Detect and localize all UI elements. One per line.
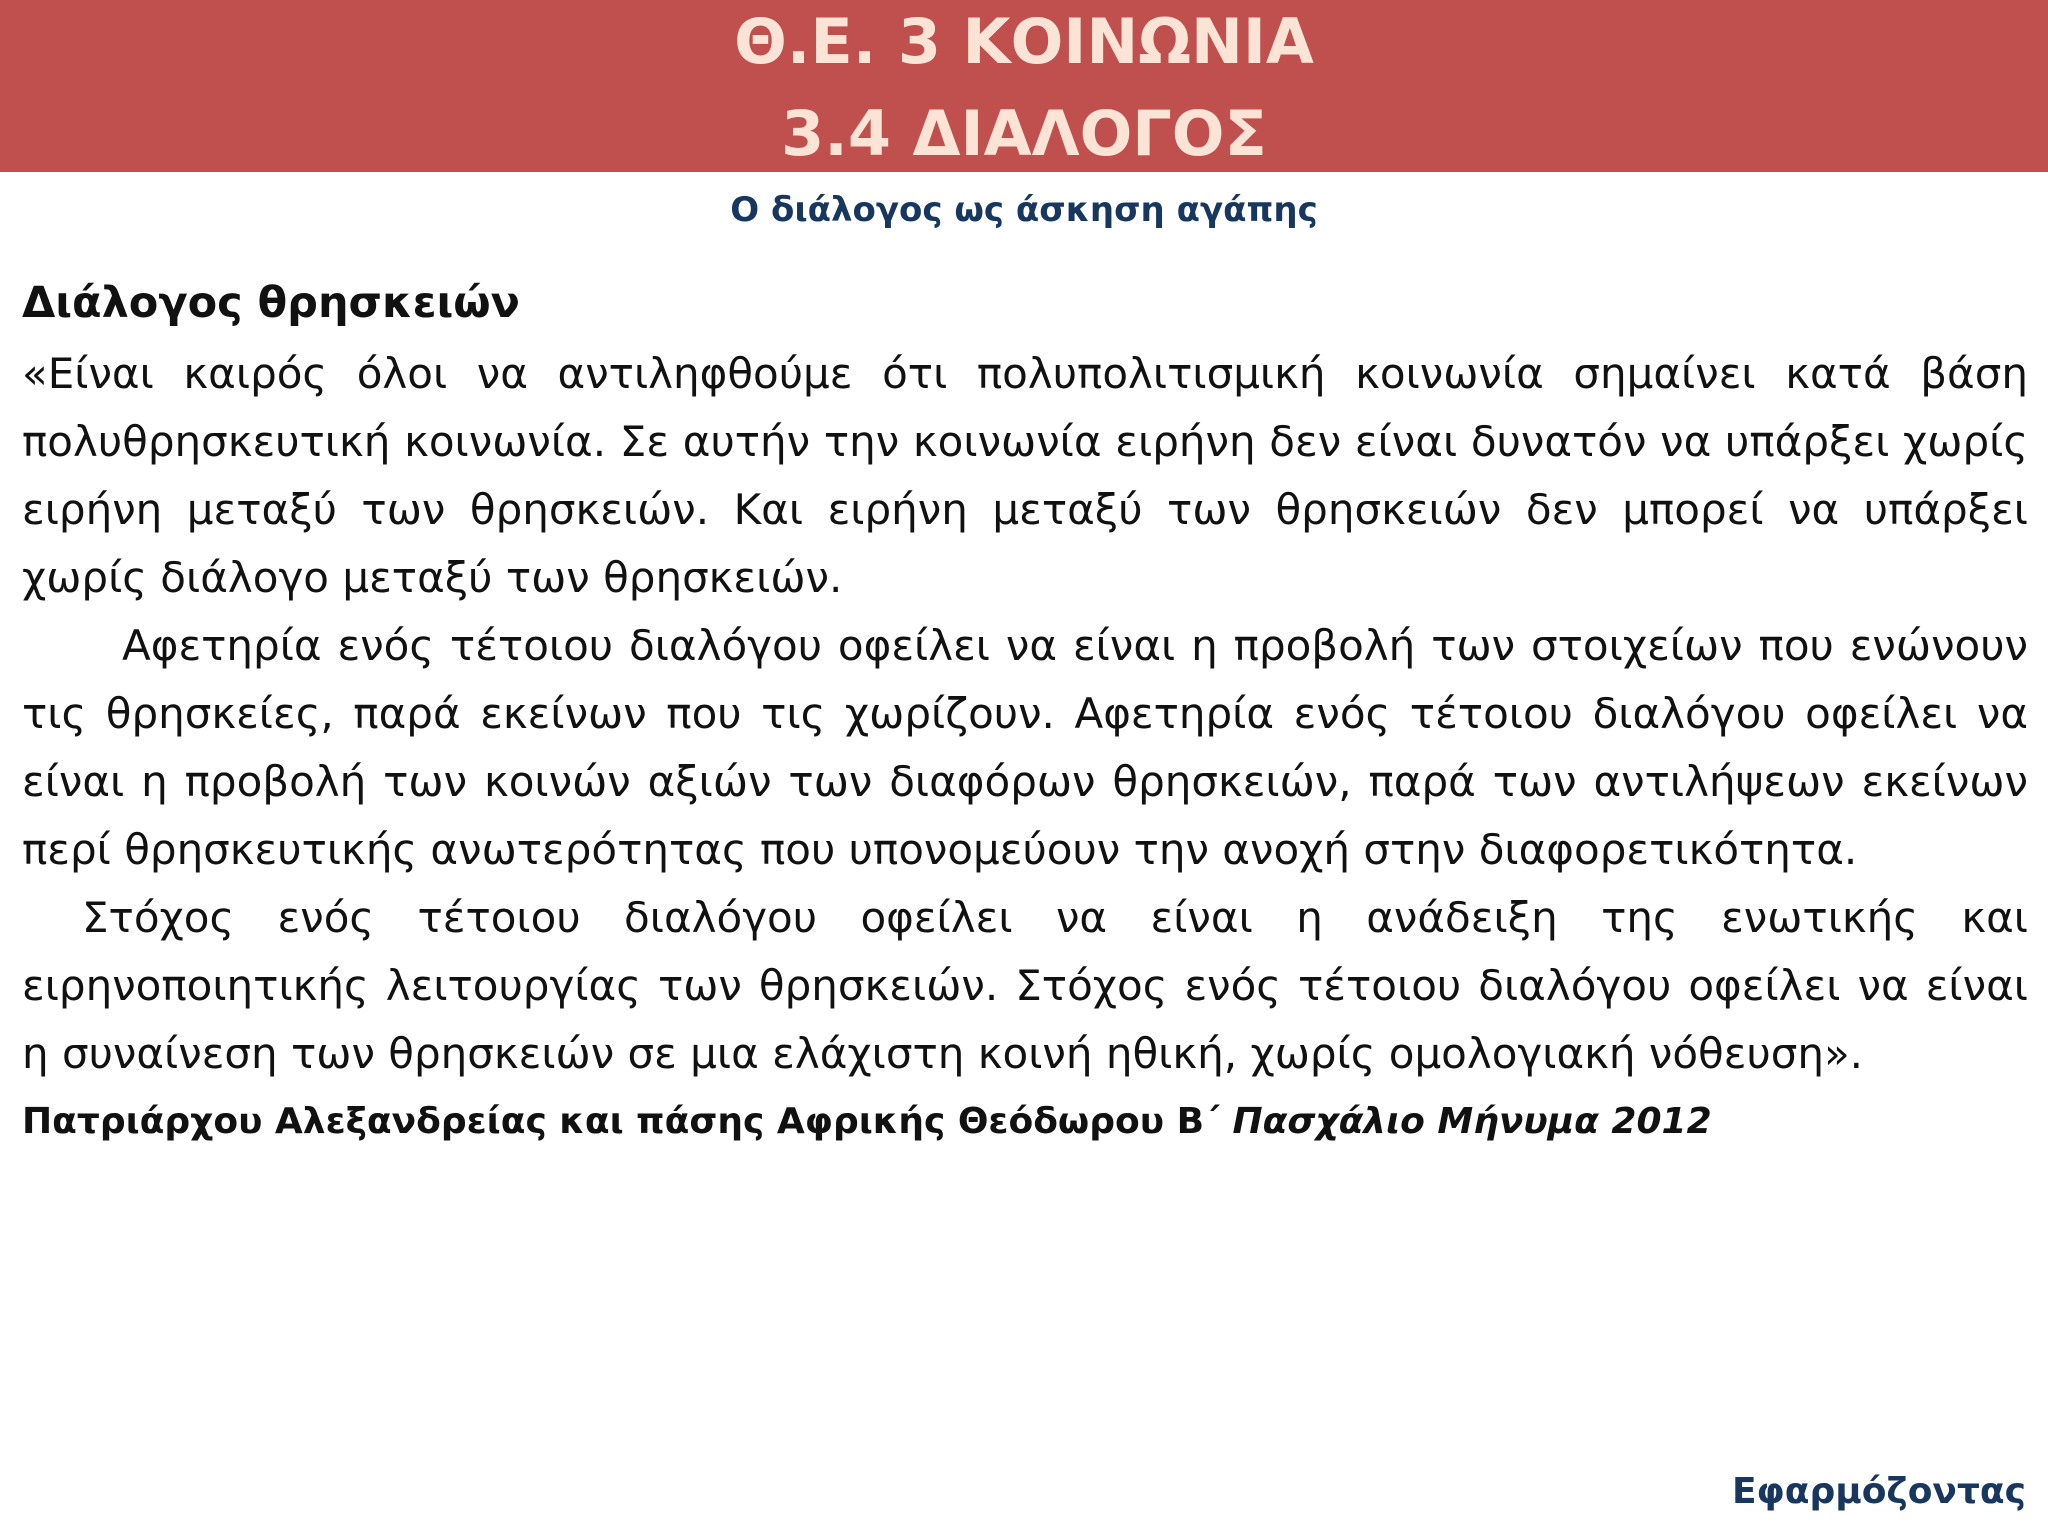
section-heading: Διάλογος θρησκειών (22, 278, 520, 328)
quote-paragraph-2: Αφετηρία ενός τέτοιου διαλόγου οφείλει να είναι η προβολή των στοιχείων που ενώνουν τις θρησκείες, παρά εκείνων που τις χωρίζουν. Αφετηρία ενός τέτοιου διαλόγου οφείλει να είναι η προβολή των κοινών αξιών των διαφόρων θρησκειών, παρά των αντιλήψεων εκείνων περί θρησκευτικής ανωτερότητας που υπονομεύουν την ανοχή στην διαφορετικότητα. (22, 621, 2028, 874)
source-author: Πατριάρχου Αλεξανδρείας και πάσης Αφρικής Θεόδωρου Β΄ (22, 1101, 1220, 1142)
header-band (0, 0, 2048, 172)
quote-paragraph-3: Στόχος ενός τέτοιου διαλόγου οφείλει να είναι η ανάδειξη της ενωτικής και ειρηνοποιητικής λειτουργίας των θρησκειών. Στόχος ενός τέτοιου διαλόγου οφείλει να είναι η συναίνεση των θρησκειών σε μια ελάχιστη κοινή ηθική, χωρίς ομολογιακή νόθευση». (22, 893, 2028, 1078)
slide-content (22, 272, 2028, 1148)
slide-section-title: 3.4 ΔΙΑΛΟΓΟΣ (781, 97, 1267, 170)
quote-source (22, 1096, 2028, 1148)
source-title: Πασχάλιο Μήνυμα 2012 (1232, 1101, 1712, 1142)
slide-subtitle: Ο διάλογος ως άσκηση αγάπης (730, 190, 1318, 230)
footer-label: Εφαρμόζοντας (1731, 1471, 2026, 1512)
quote-paragraph-1: «Είναι καιρός όλοι να αντιληφθούμε ότι πολυπολιτισμική κοινωνία σημαίνει κατά βάση πολυθρησκευτική κοινωνία. Σε αυτήν την κοινωνία ειρήνη δεν είναι δυνατόν να υπάρξει χωρίς ειρήνη μεταξύ των θρησκειών. Και ειρήνη μεταξύ των θρησκειών δεν μπορεί να υπάρξει χωρίς διάλογο μεταξύ των θρησκειών. (22, 349, 2028, 602)
slide-title: Θ.Ε. 3 ΚΟΙΝΩΝΙΑ (734, 5, 1314, 78)
